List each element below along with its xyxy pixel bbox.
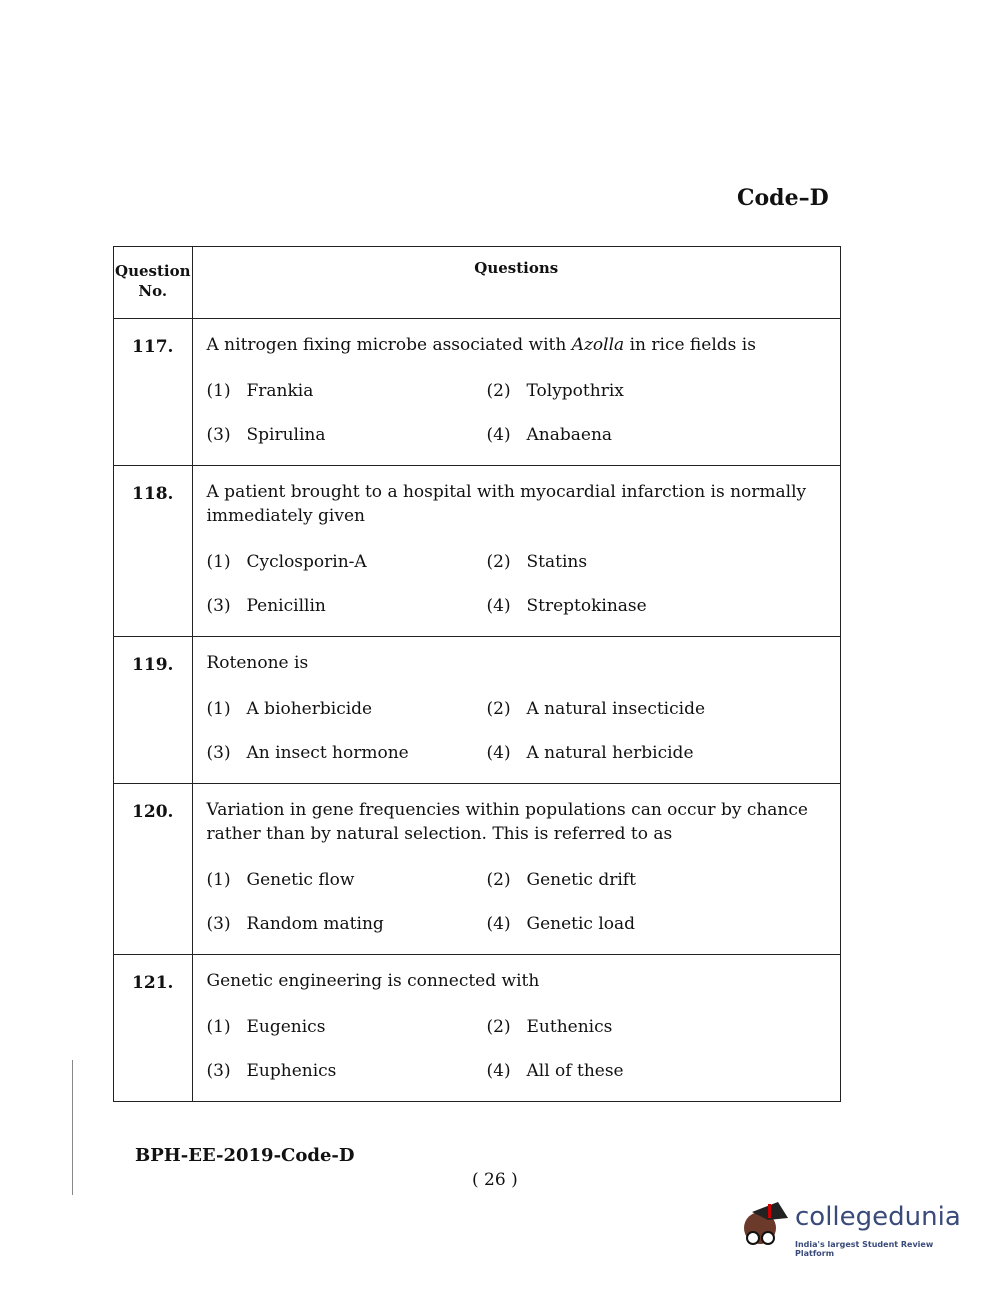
option: (4) Anabaena (486, 425, 613, 445)
mascot-icon (738, 1198, 794, 1258)
option: (1) Eugenics (206, 1017, 326, 1037)
question-number: 119. (114, 637, 193, 784)
option: (3) Spirulina (206, 425, 326, 445)
collegedunia-logo: collegedunia India's largest Student Review Platform (738, 1198, 968, 1258)
question-row (114, 784, 841, 955)
option: (2) Tolypothrix (486, 381, 624, 401)
option: (2) A natural insecticide (486, 699, 706, 719)
question-number: 118. (114, 466, 193, 637)
option: (1) A bioherbicide (206, 699, 373, 719)
question-row (114, 466, 841, 637)
option: (2) Euthenics (486, 1017, 613, 1037)
option: (3) Euphenics (206, 1061, 337, 1081)
question-number: 117. (114, 319, 193, 466)
option: (2) Statins (486, 552, 588, 572)
question-stem: Variation in gene frequencies within populations can occur by chance rather than by natural selection. This is referred to as (206, 800, 808, 844)
header-questions: Questions (192, 247, 841, 319)
option: (1) Cyclosporin-A (206, 552, 367, 572)
questions-table (113, 246, 841, 1102)
option: (4) Streptokinase (486, 596, 647, 616)
question-number: 120. (114, 784, 193, 955)
question-row (114, 955, 841, 1102)
question-stem: A patient brought to a hospital with myocardial infarction is normally immediately given (206, 482, 807, 526)
question-stem: Rotenone is (206, 653, 309, 673)
paper-code: Code–D (737, 185, 829, 211)
option: (1) Genetic flow (206, 870, 355, 890)
question-stem: A nitrogen fixing microbe associated with Azolla in rice fields is (206, 335, 756, 355)
question-number: 121. (114, 955, 193, 1102)
option: (2) Genetic drift (486, 870, 636, 890)
option: (1) Frankia (206, 381, 314, 401)
header-question-no: Question No. (114, 247, 193, 319)
option: (3) Random mating (206, 914, 384, 934)
question-row (114, 319, 841, 466)
option: (4) A natural herbicide (486, 743, 694, 763)
option: (3) Penicillin (206, 596, 326, 616)
question-row (114, 637, 841, 784)
footer-code: BPH-EE-2019-Code-D (135, 1145, 355, 1166)
option: (4) Genetic load (486, 914, 636, 934)
question-stem: Genetic engineering is connected with (206, 971, 540, 991)
option: (3) An insect hormone (206, 743, 409, 763)
page-number: ( 26 ) (472, 1170, 518, 1190)
option: (4) All of these (486, 1061, 624, 1081)
margin-line (72, 1060, 73, 1195)
